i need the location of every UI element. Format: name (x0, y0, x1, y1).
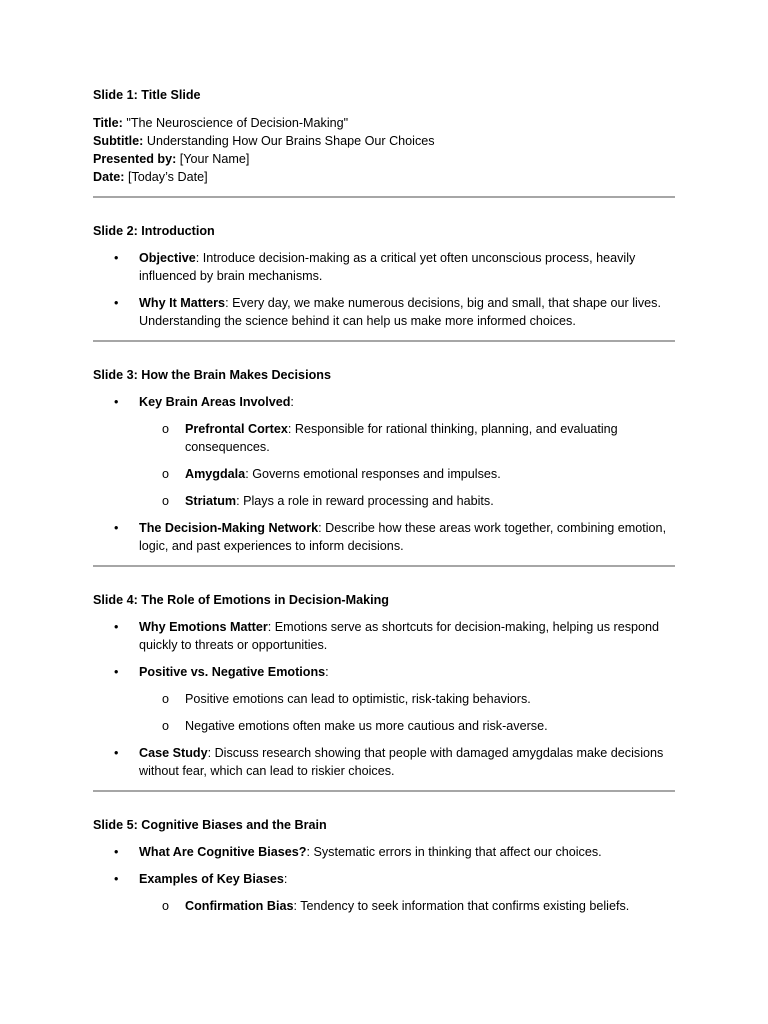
sub-bullet-list (139, 420, 675, 510)
sub-bullet-item (139, 420, 675, 456)
bullet-description: : Discuss research showing that people with damaged amygdalas make decisions without fear, which can lead to riskier choices. (139, 746, 664, 778)
bullet-icon: • (114, 251, 119, 265)
sub-bullet-icon: o (162, 719, 170, 733)
bullet-text (139, 870, 675, 888)
bullet-icon: • (114, 296, 119, 310)
sub-bullet-description: : Plays a role in reward processing and habits. (236, 494, 494, 508)
bullet-icon: • (114, 872, 119, 886)
bullet-term: The Decision-Making Network (139, 521, 319, 535)
sub-bullet-item (139, 690, 675, 708)
sub-bullet-item (139, 492, 675, 510)
bullet-icon: • (114, 845, 119, 859)
sub-bullet-item (139, 897, 675, 915)
section-divider (93, 565, 675, 567)
bullet-list (93, 393, 675, 555)
title-slide-details (93, 114, 675, 186)
detail-line (93, 150, 675, 168)
sub-bullet-list (139, 897, 675, 915)
sub-bullet-icon: o (162, 422, 170, 436)
sub-bullet-text (185, 492, 675, 510)
bullet-description: : (325, 665, 329, 679)
sub-bullet-term: Prefrontal Cortex (185, 422, 288, 436)
detail-value: "The Neuroscience of Decision-Making" (122, 116, 349, 130)
slide-heading: Slide 4: The Role of Emotions in Decision-Making (93, 593, 389, 607)
slide-heading: Slide 1: Title Slide (93, 88, 201, 102)
detail-label: Subtitle: (93, 134, 144, 148)
sub-bullet-term: Amygdala (185, 467, 246, 481)
sub-bullet-item (139, 465, 675, 483)
bullet-description: : (290, 395, 294, 409)
sub-bullet-list (139, 690, 675, 735)
sub-bullet-icon: o (162, 467, 170, 481)
bullet-icon: • (114, 521, 119, 535)
bullet-term: What Are Cognitive Biases? (139, 845, 307, 859)
bullet-text (139, 393, 675, 411)
bullet-term: Positive vs. Negative Emotions (139, 665, 326, 679)
sub-bullet-term: Confirmation Bias (185, 899, 294, 913)
bullet-term: Objective (139, 251, 196, 265)
bullet-item (93, 744, 675, 780)
bullet-text (139, 249, 675, 285)
bullet-item (93, 618, 675, 654)
sub-bullet-text (185, 717, 675, 735)
bullet-description: : Emotions serve as shortcuts for decision-making, helping us respond quickly to threats or opportunities. (139, 620, 660, 652)
bullet-text (139, 618, 675, 654)
sub-bullet-item (139, 717, 675, 735)
sub-bullet-text (185, 465, 675, 483)
bullet-text (139, 663, 675, 681)
bullet-description: : Every day, we make numerous decisions, big and small, that shape our lives. Understanding the science behind it can help us make more informed choices. (139, 296, 661, 328)
bullet-item (93, 870, 675, 915)
bullet-item (93, 294, 675, 330)
bullet-icon: • (114, 665, 119, 679)
detail-value: [Today’s Date] (124, 170, 208, 184)
slide-heading: Slide 3: How the Brain Makes Decisions (93, 368, 331, 382)
bullet-term: Why Emotions Matter (139, 620, 268, 634)
detail-label: Date: (93, 170, 125, 184)
detail-label: Title: (93, 116, 123, 130)
bullet-term: Examples of Key Biases (139, 872, 284, 886)
detail-line (93, 168, 675, 186)
sub-bullet-text (185, 897, 675, 915)
bullet-text (139, 519, 675, 555)
slide-section (93, 86, 675, 186)
bullet-icon: • (114, 395, 119, 409)
bullet-item (93, 249, 675, 285)
bullet-text (139, 294, 675, 330)
bullet-item (93, 843, 675, 861)
bullet-term: Why It Matters (139, 296, 226, 310)
sub-bullet-text (185, 690, 675, 708)
bullet-description: : Describe how these areas work together, combining emotion, logic, and past experiences to inform decisions. (139, 521, 667, 553)
sub-bullet-icon: o (162, 494, 170, 508)
sub-bullet-icon: o (162, 692, 170, 706)
sub-bullet-description: : Responsible for rational thinking, planning, and evaluating consequences. (185, 422, 618, 454)
sub-bullet-icon: o (162, 899, 170, 913)
document-body (93, 86, 675, 915)
sub-bullet-description: Positive emotions can lead to optimistic, risk-taking behaviors. (185, 692, 531, 706)
sub-bullet-description: Negative emotions often make us more cautious and risk-averse. (185, 719, 548, 733)
section-divider (93, 790, 675, 792)
detail-label: Presented by: (93, 152, 177, 166)
slide-section (93, 222, 675, 330)
slide-heading: Slide 5: Cognitive Biases and the Brain (93, 818, 327, 832)
sub-bullet-description: : Governs emotional responses and impulses. (245, 467, 501, 481)
bullet-term: Key Brain Areas Involved (139, 395, 291, 409)
sub-bullet-text (185, 420, 675, 456)
sub-bullet-description: : Tendency to seek information that confirms existing beliefs. (293, 899, 630, 913)
bullet-list (93, 249, 675, 330)
section-divider (93, 196, 675, 198)
detail-line (93, 114, 675, 132)
bullet-item (93, 519, 675, 555)
slide-heading: Slide 2: Introduction (93, 224, 215, 238)
slide-section (93, 591, 675, 780)
bullet-description: : Systematic errors in thinking that affect our choices. (306, 845, 602, 859)
bullet-text (139, 843, 675, 861)
bullet-item (93, 663, 675, 735)
section-divider (93, 340, 675, 342)
sub-bullet-term: Striatum (185, 494, 237, 508)
bullet-term: Case Study (139, 746, 208, 760)
bullet-description: : Introduce decision-making as a critical yet often unconscious process, heavily influenced by brain mechanisms. (139, 251, 636, 283)
slide-section (93, 366, 675, 555)
bullet-description: : (283, 872, 288, 886)
detail-value: Understanding How Our Brains Shape Our Choices (143, 134, 435, 148)
bullet-list (93, 843, 675, 915)
bullet-icon: • (114, 620, 119, 634)
bullet-list (93, 618, 675, 780)
detail-value: [Your Name] (176, 152, 250, 166)
bullet-item (93, 393, 675, 510)
detail-line (93, 132, 675, 150)
bullet-icon: • (114, 746, 119, 760)
bullet-text (139, 744, 675, 780)
slide-section (93, 816, 675, 915)
